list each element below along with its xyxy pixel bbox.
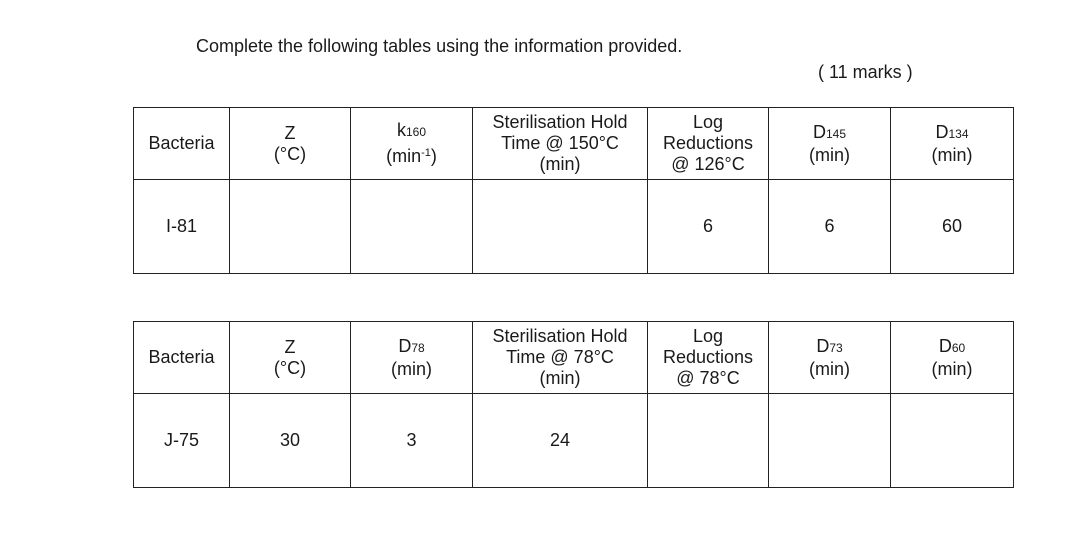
table-header-row: [134, 322, 1014, 394]
header-bacteria: Bacteria: [134, 108, 230, 180]
header-hold-time: Sterilisation Hold Time @ 150°C (min): [473, 108, 648, 180]
cell-bacteria: I-81: [134, 180, 230, 274]
header-d73: D73 (min): [769, 322, 891, 394]
cell-hold-time[interactable]: [473, 180, 648, 274]
header-z: Z (°C): [230, 322, 351, 394]
cell-d145: 6: [769, 180, 891, 274]
header-k160: k160 $(\min^{-1})$: [351, 108, 473, 180]
cell-k160[interactable]: [351, 180, 473, 274]
cell-d134: 60: [891, 180, 1014, 274]
header-log-reductions: Log Reductions @ 126°C: [648, 108, 769, 180]
cell-d60[interactable]: [891, 394, 1014, 488]
table-bacteria-i81: [133, 107, 1014, 274]
cell-bacteria: J-75: [134, 394, 230, 488]
header-d78: D78 (min): [351, 322, 473, 394]
cell-d73[interactable]: [769, 394, 891, 488]
cell-d78: 3: [351, 394, 473, 488]
header-hold-time: Sterilisation Hold Time @ 78°C (min): [473, 322, 648, 394]
header-d145: D145 (min): [769, 108, 891, 180]
table-header-row: [134, 108, 1014, 180]
cell-z[interactable]: [230, 180, 351, 274]
cell-z: 30: [230, 394, 351, 488]
table-row: [134, 180, 1014, 274]
table-row: [134, 394, 1014, 488]
cell-hold-time: 24: [473, 394, 648, 488]
header-bacteria: Bacteria: [134, 322, 230, 394]
instruction-text: Complete the following tables using the information provided.: [196, 36, 683, 56]
cell-log-reductions[interactable]: [648, 394, 769, 488]
marks-label: ( 11 marks ): [818, 62, 913, 82]
header-log-reductions: Log Reductions @ 78°C: [648, 322, 769, 394]
header-d60: D60 (min): [891, 322, 1014, 394]
header-d134: D134 (min): [891, 108, 1014, 180]
table-bacteria-j75: [133, 321, 1014, 488]
header-z: Z (°C): [230, 108, 351, 180]
cell-log-reductions: 6: [648, 180, 769, 274]
